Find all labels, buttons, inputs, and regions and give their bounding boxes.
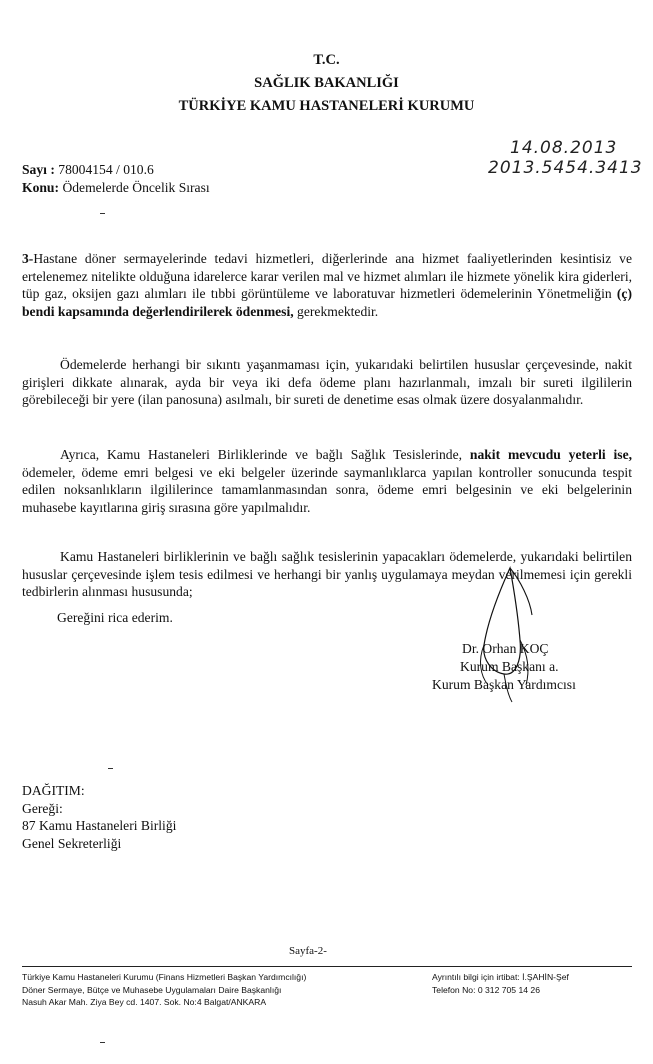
distribution-label: Gereği: xyxy=(22,800,63,816)
p3-bold: nakit mevcudu yeterli ise, xyxy=(469,447,632,462)
signature-name: Dr. Orhan KOÇ xyxy=(462,641,549,656)
paragraph-1 xyxy=(22,250,632,320)
scan-mark xyxy=(108,768,113,769)
sayi-value: 78004154 / 010.6 xyxy=(58,162,154,177)
footer-divider xyxy=(22,966,632,967)
sayi-label: Sayı : xyxy=(22,162,55,177)
signature-title-1: Kurum Başkanı a. xyxy=(460,659,559,674)
footer-address-line-2: Döner Sermaye, Bütçe ve Muhasebe Uygulamaları Daire Başkanlığı xyxy=(22,984,282,995)
p1-end: gerekmektedir. xyxy=(293,303,379,319)
footer-contact: Ayrıntılı bilgi için irtibat: İ.ŞAHİN-Şef xyxy=(432,972,569,982)
distribution-block xyxy=(22,782,176,852)
distribution-heading: DAĞITIM: xyxy=(22,783,85,798)
konu-row xyxy=(22,180,210,196)
p1-bold: (ç) bendi kapsamında değerlendirilerek ödenmesi, xyxy=(22,286,632,319)
distribution-line-2: Genel Sekreterliği xyxy=(22,835,122,851)
konu-label: Konu: xyxy=(22,180,60,195)
p2-text: Ödemelerde herhangi bir sıkıntı yaşanmaması için, yukarıdaki belirtilen hususlar çerçevesinde, nakit girişleri dikkate alınarak, ayda bir veya iki defa ödeme planı hazırlanmalı, imzalı bir sureti ilgililerin görebileceği bir yere (ilan panosuna) asılmalı, bir sureti de denetime esas olmak üzere dosyalanmalıdır. xyxy=(22,357,632,408)
scan-mark xyxy=(100,1042,105,1043)
footer-address-line-3: Nasuh Akar Mah. Ziya Bey cd. 1407. Sok. No:4 Balgat/ANKARA xyxy=(22,997,267,1008)
header-line-tc: T.C. xyxy=(313,52,340,68)
p4-text: Kamu Hastaneleri birliklerinin ve bağlı sağlık tesislerinin yapacakları ödemelerde, yukarıdaki belirtilen hususlar çerçevesinde işlem tesis edilmesi ve herhangi bir yanlış uygulamaya meydan verilmemesi için gerekli tedbirlerin alınması hususunda; xyxy=(22,549,632,600)
sayi-row xyxy=(22,162,154,178)
paragraph-3 xyxy=(22,446,632,516)
scan-mark xyxy=(100,213,105,214)
paragraph-2 xyxy=(22,356,632,409)
header-institution: TÜRKİYE KAMU HASTANELERİ KURUMU xyxy=(178,98,475,114)
handwritten-date: 14.08.2013 xyxy=(510,138,618,158)
handwritten-number: 2013.5454.3413 xyxy=(488,158,643,178)
konu-value: Ödemelerde Öncelik Sırası xyxy=(62,180,210,195)
footer-left xyxy=(22,971,306,1009)
footer-right xyxy=(432,971,569,996)
p1-text: Hastane döner sermayelerinde tedavi hizmetleri, diğerlerinde ana hizmet faaliyetlerinden kesintisiz ve ertelenemez nitelikte olduğuna idarelerce karar verilen mal ve hizmet alımları ile hizmete yönelik kira giderleri, tüp gaz, oksijen gazı alımları ile tıbbi görüntüleme ve laboratuvar hizmetleri ödemelerinin Yönetmeliğin xyxy=(22,251,632,302)
handwritten-signature xyxy=(470,560,550,705)
closing-line: Gereğini rica ederim. xyxy=(57,610,173,625)
signature-title-2: Kurum Başkan Yardımcısı xyxy=(432,677,576,692)
item-number: 3- xyxy=(22,251,34,266)
header-ministry: SAĞLIK BAKANLIĞI xyxy=(254,75,399,91)
distribution-line-1: 87 Kamu Hastaneleri Birliği xyxy=(22,818,177,833)
footer-phone: Telefon No: 0 312 705 14 26 xyxy=(432,984,540,995)
p3-text: Ayrıca, Kamu Hastaneleri Birliklerinde ve bağlı Sağlık Tesislerinde, xyxy=(60,447,470,462)
footer-address-line-1: Türkiye Kamu Hastaneleri Kurumu (Finans Hizmetleri Başkan Yardımcılığı) xyxy=(22,972,307,982)
p3-end: ödemeler, ödeme emri belgesi ve eki belgeler üzerinde saymanlıklarca yapılan kontroller sonucunda tespit edilen noksanlıkların ilgililerince tamamlanmasından sonra, ödeme emri belgesinin ve eki belgelerinin muhasebe kayıtlarına giriş sırasına göre yapılmalıdır. xyxy=(22,464,632,515)
page-number: Sayfa-2- xyxy=(289,945,327,957)
